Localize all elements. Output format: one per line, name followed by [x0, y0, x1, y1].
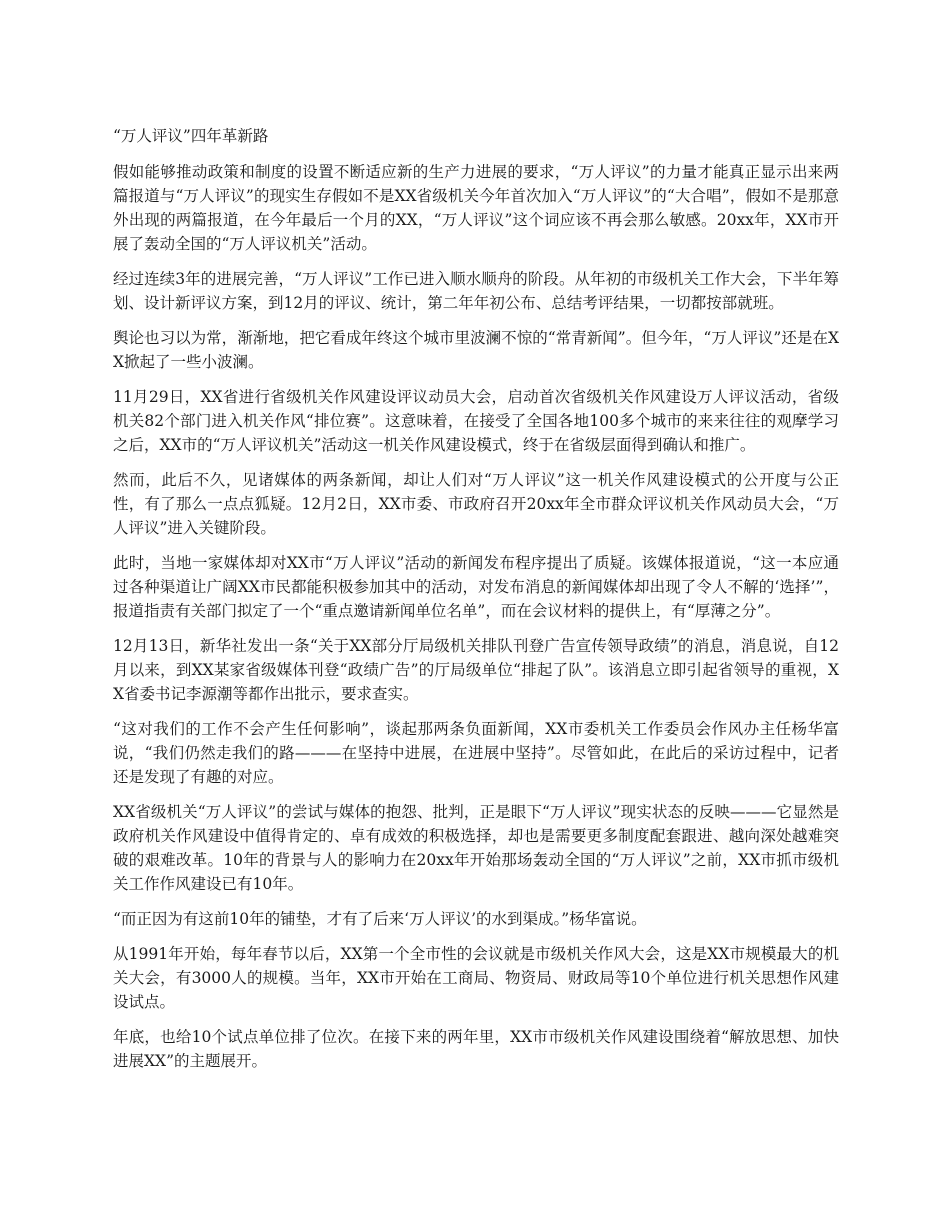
paragraph-2: 经过连续3年的进展完善，“万人评议”工作已进入顺水顺舟的阶段。从年初的市级机关工作大会，下半年筹划、设计新评议方案，到12月的评议、统计，第二年年初公布、总结考评结果，一切都按部就班。: [113, 270, 839, 312]
document-title: “万人评议”四年革新路: [113, 127, 269, 145]
paragraph-3: 舆论也习以为常，渐渐地，把它看成年终这个城市里波澜不惊的“常青新闻”。但今年，“万人评议”还是在XX掀起了一些小波澜。: [113, 329, 839, 371]
paragraph-10: “而正因为有这前10年的铺垫，才有了后来‘万人评议’的水到渠成。”杨华富说。: [113, 910, 647, 928]
paragraph-7: 12月13日，新华社发出一条“关于XX部分厅局级机关排队刊登广告宣传领导政绩”的消息，消息说，自12月以来，到XX某家省级媒体刊登“政绩广告”的厅局级单位“排起了队”。该消息立即引起省领导的重视，XX省委书记李源潮等都作出批示，要求查实。: [113, 637, 839, 703]
document-page: [113, 124, 839, 1084]
paragraph-1: 假如能够推动政策和制度的设置不断适应新的生产力进展的要求，“万人评议”的力量才能真正显示出来两篇报道与“万人评议”的现实生存假如不是XX省级机关今年首次加入“万人评议”的“大合唱”，假如不是那意外出现的两篇报道，在今年最后一个月的XX，“万人评议”这个词应该不再会那么敏感。20xx年，XX市开展了轰动全国的“万人评议机关”活动。: [113, 163, 839, 253]
paragraph-11: 从1991年开始，每年春节以后，XX第一个全市性的会议就是市级机关作风大会，这是XX市规模最大的机关大会，有3000人的规模。当年，XX市开始在工商局、物资局、财政局等10个单位进行机关思想作风建设试点。: [113, 945, 839, 1011]
paragraph-12: 年底，也给10个试点单位排了位次。在接下来的两年里，XX市市级机关作风建设围绕着“解放思想、加快进展XX”的主题展开。: [113, 1028, 839, 1070]
paragraph-6: 此时，当地一家媒体却对XX市“万人评议”活动的新闻发布程序提出了质疑。该媒体报道说，“这一本应通过各种渠道让广阔XX市民都能积极参加其中的活动，对发布消息的新闻媒体却出现了令人不解的‘选择’”，报道指责有关部门拟定了一个“重点邀请新闻单位名单”，而在会议材料的提供上，有“厚薄之分”。: [113, 554, 839, 620]
paragraph-5: 然而，此后不久，见诸媒体的两条新闻，却让人们对“万人评议”这一机关作风建设模式的公开度与公正性，有了那么一点点狐疑。12月2日，XX市委、市政府召开20xx年全市群众评议机关作风动员大会，“万人评议”进入关键阶段。: [113, 471, 839, 537]
paragraph-8: “这对我们的工作不会产生任何影响”，谈起那两条负面新闻，XX市委机关工作委员会作风办主任杨华富说，“我们仍然走我们的路———在坚持中进展，在进展中坚持”。尽管如此，在此后的采访过程中，记者还是发现了有趣的对应。: [113, 720, 839, 786]
paragraph-9: XX省级机关“万人评议”的尝试与媒体的抱怨、批判，正是眼下“万人评议”现实状态的反映———它显然是政府机关作风建设中值得肯定的、卓有成效的积极选择，却也是需要更多制度配套跟进、越向深处越难突破的艰难改革。10年的背景与人的影响力在20xx年开始那场轰动全国的“万人评议”之前，XX市抓市级机关工作作风建设已有10年。: [113, 803, 839, 893]
paragraph-4: 11月29日，XX省进行省级机关作风建设评议动员大会，启动首次省级机关作风建设万人评议活动，省级机关82个部门进入机关作风“排位赛”。这意味着，在接受了全国各地100多个城市的来来往往的观摩学习之后，XX市的“万人评议机关”活动这一机关作风建设模式，终于在省级层面得到确认和推广。: [113, 388, 839, 454]
